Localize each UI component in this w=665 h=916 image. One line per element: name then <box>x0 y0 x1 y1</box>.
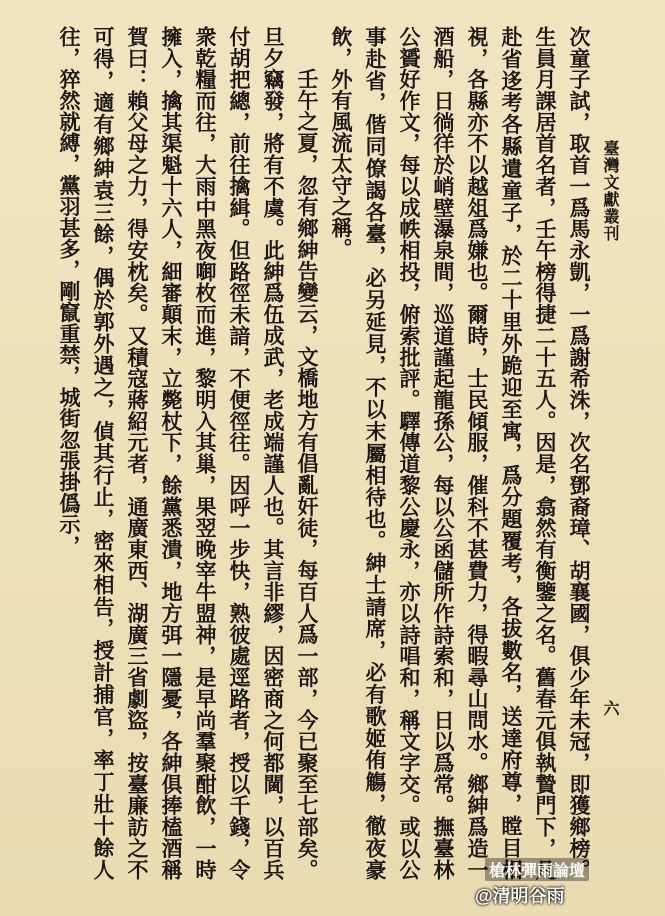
paragraph: 次童子試，取首一爲馬永凱，一爲謝希洙，次名鄧裔璋、胡襄國，俱少年未冠，即獲鄉榜。生員月課居首名者，壬午榜得捷二十五人。因是，翕然有衡鑒之名。舊春元俱執贄門下，凡赴省迻考各縣遺童子，於二十里外跪迎至寓，爲分題覆考，各拔數名，送達府尊，瞠目相視，各縣亦不以越俎爲嫌也。爾時，士民傾服，催科不甚費力，得暇尋山問水。鄉紳爲造一酒船，日徜徉於峭壁瀑泉間，巡道謹起龍孫公，每以公函儲所作詩索和，日以爲常。撫臺林公贇好作文，每以成帙相投，俯索批評。驛傳道黎公慶永，亦以詩唱和，稱文字交。或以公事赴省，偕同僚謁各臺，必另延見，不以末屬相待也。紳士請席，必有歌姬侑觴，徹夜豪飲，外有風流太守之稱。 <box>329 26 592 880</box>
watermark <box>475 858 647 906</box>
page-number: 六 <box>601 700 620 716</box>
series-title: 臺灣文獻叢刊 <box>601 140 620 242</box>
watermark-author: @清明谷雨 <box>475 886 565 906</box>
paragraph: 壬午之夏，忽有鄉紳告變云，文橋地方有倡亂奸徒，每百人爲一部，今已聚至七部矣。旦夕竊發，將有不虞。此紳爲伍成武，老成端謹人也。其言非繆，因密商之何都閫，以百兵付胡把總，前往擒緝。但路徑未諳，不便徑往。因呼一步快，熟彼處逕路者，授以千錢，令衆乾糧而往，大雨中黑夜啣枚而進，黎明入其巢，果翌晚宰牛盟神，是早尚羣聚酣飲，一時擁入，擒其渠魁十六人，細審顛末，立斃杖下，餘黨悉潰，地方弭一隱憂，各紳俱捧榼酒稱賀曰：賴父母之力，得安枕矣。又積寇蔣紹元者，通廣東西、湖廣三省劇盜，按臺廉訪之不可得，適有鄉紳袁三餘，偶於郭外遇之，偵其行止，密來相告，授計捕官，率丁壯十餘人往，猝然就縛，黨羽甚多，剛竄重禁，城街忽張掛僞示， <box>57 26 320 880</box>
body-text <box>48 26 596 880</box>
watermark-forum-name: 槍林彈雨論壇 <box>485 858 589 881</box>
